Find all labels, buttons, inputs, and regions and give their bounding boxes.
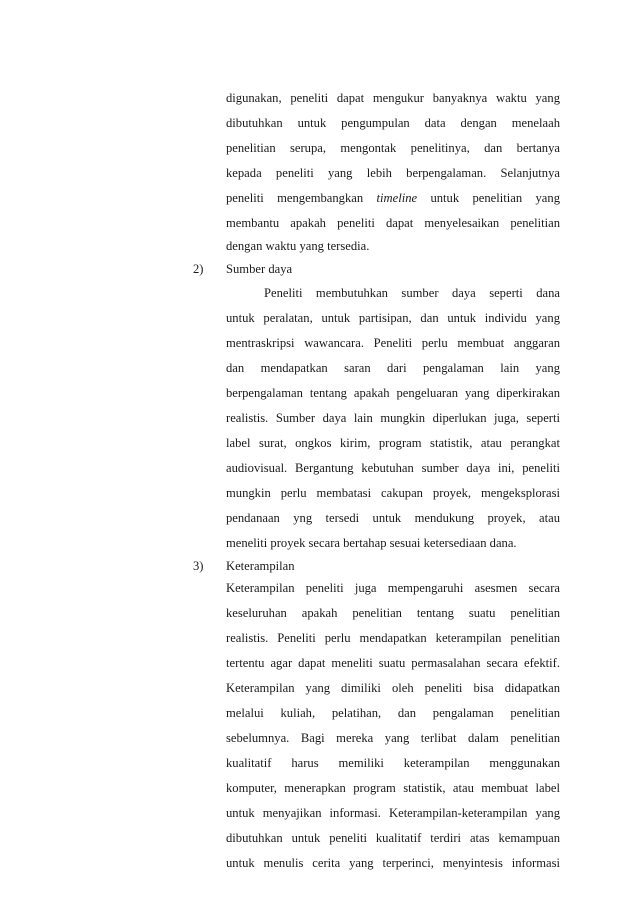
paragraph-line: kualitatif harus memiliki keterampilan menggunakan <box>226 756 560 770</box>
paragraph-line: penelitian serupa, mengontak penelitinya, dan bertanya <box>226 141 560 155</box>
paragraph-line: untuk peralatan, untuk partisipan, dan untuk individu yang <box>226 311 560 325</box>
text-run: untuk penelitian yang <box>430 191 560 205</box>
paragraph-line: mentraskripsi wawancara. Peneliti perlu membuat anggaran <box>226 336 560 350</box>
paragraph-line: tertentu agar dapat meneliti suatu permasalahan secara efektif. <box>226 656 560 670</box>
paragraph-line: digunakan, peneliti dapat mengukur banyaknya waktu yang <box>226 91 560 105</box>
paragraph-line: realistis. Peneliti perlu mendapatkan keterampilan penelitian <box>226 631 560 645</box>
paragraph-line: untuk menulis cerita yang terperinci, menyintesis informasi <box>226 856 560 870</box>
paragraph-line: dibutuhkan untuk pengumpulan data dengan menelaah <box>226 116 560 130</box>
paragraph-line: membantu apakah peneliti dapat menyelesaikan penelitian <box>226 216 560 230</box>
section-title: Sumber daya <box>226 262 293 276</box>
paragraph-line: realistis. Sumber daya lain mungkin diperlukan juga, seperti <box>226 411 560 425</box>
paragraph-line: sebelumnya. Bagi mereka yang terlibat dalam penelitian <box>226 731 560 745</box>
paragraph-line: Keterampilan yang dimiliki oleh peneliti bisa didapatkan <box>226 681 560 695</box>
paragraph-line: dengan waktu yang tersedia. <box>226 239 370 253</box>
italic-term: timeline <box>376 191 418 205</box>
paragraph-line: meneliti proyek secara bertahap sesuai ketersediaan dana. <box>226 536 517 550</box>
paragraph-line: pendanaan yng tersedi untuk mendukung proyek, atau <box>226 511 560 525</box>
section-number: 2) <box>193 262 204 276</box>
section-number: 3) <box>193 559 204 573</box>
paragraph-line: audiovisual. Bergantung kebutuhan sumber daya ini, peneliti <box>226 461 560 475</box>
paragraph-line: dibutuhkan untuk peneliti kualitatif terdiri atas kemampuan <box>226 831 560 845</box>
paragraph-line: kepada peneliti yang lebih berpengalaman. Selanjutnya <box>226 166 560 180</box>
section-title: Keterampilan <box>226 559 295 573</box>
paragraph-line: Peneliti membutuhkan sumber daya seperti dana <box>264 286 560 300</box>
paragraph-line: keseluruhan apakah penelitian tentang suatu penelitian <box>226 606 560 620</box>
paragraph-line: Keterampilan peneliti juga mempengaruhi asesmen secara <box>226 581 560 595</box>
section-heading-sumber-daya <box>193 259 292 279</box>
paragraph-line: label surat, ongkos kirim, program statistik, atau perangkat <box>226 436 560 450</box>
paragraph-line: melalui kuliah, pelatihan, dan pengalaman penelitian <box>226 706 560 720</box>
paragraph-line-with-italic <box>226 188 560 208</box>
text-run: peneliti mengembangkan <box>226 191 364 205</box>
paragraph-line: dan mendapatkan saran dari pengalaman lain yang <box>226 361 560 375</box>
paragraph-line: untuk menyajikan informasi. Keterampilan-keterampilan yang <box>226 806 560 820</box>
section-heading-keterampilan <box>193 556 295 576</box>
paragraph-line: berpengalaman tentang apakah pengeluaran yang diperkirakan <box>226 386 560 400</box>
paragraph-line: mungkin perlu membatasi cakupan proyek, mengeksplorasi <box>226 486 560 500</box>
paragraph-line: komputer, menerapkan program statistik, atau membuat label <box>226 781 560 795</box>
